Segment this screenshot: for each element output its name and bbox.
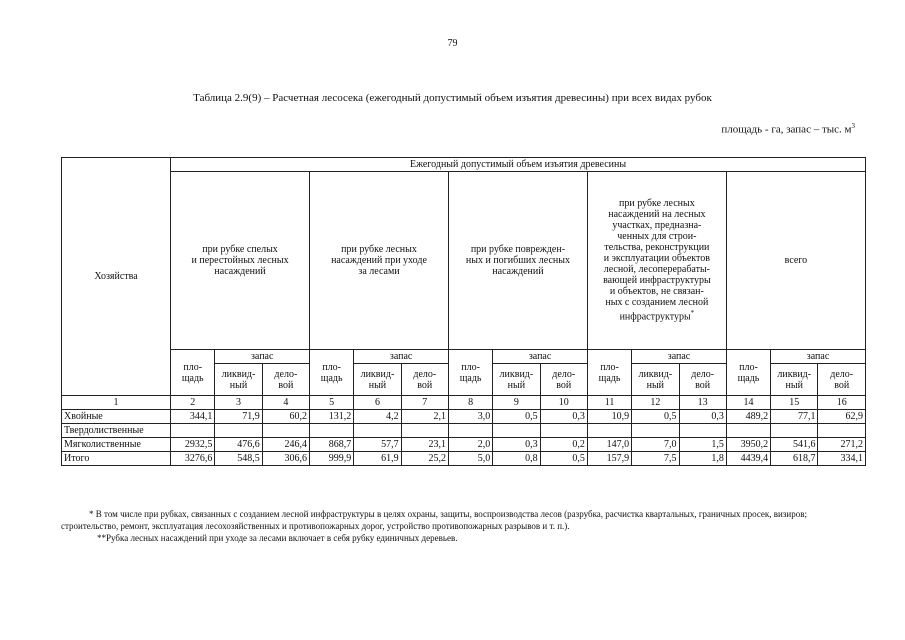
table-cell: 3950,2 xyxy=(726,438,770,452)
table-cell: 2,0 xyxy=(448,438,492,452)
table-cell: 999,9 xyxy=(310,452,354,466)
table-cell: 157,9 xyxy=(587,452,631,466)
table-cell xyxy=(171,424,215,438)
table-cell xyxy=(401,424,448,438)
table-cell: 0,5 xyxy=(493,410,540,424)
column-number: 3 xyxy=(215,396,262,410)
business-header: дело- вой xyxy=(540,364,587,396)
business-header: дело- вой xyxy=(401,364,448,396)
table-cell: 618,7 xyxy=(771,452,818,466)
table-cell xyxy=(448,424,492,438)
category-note-mark: * xyxy=(690,309,695,318)
table-cell: 7,0 xyxy=(632,438,679,452)
table-cell: 147,0 xyxy=(587,438,631,452)
table-cell: 4,2 xyxy=(354,410,401,424)
page-number: 79 xyxy=(447,38,458,49)
table-caption: Таблица 2.9(9) – Расчетная лесосека (ежегодный допустимый объем изъятия древесины) при всех видах рубок xyxy=(193,92,712,104)
table-cell: 62,9 xyxy=(818,410,866,424)
column-number-row xyxy=(62,396,866,410)
column-number: 11 xyxy=(587,396,631,410)
table-cell: 489,2 xyxy=(726,410,770,424)
table-cell xyxy=(771,424,818,438)
table-cell: 306,6 xyxy=(262,452,309,466)
allowable-cut-table xyxy=(61,157,866,466)
table-cell xyxy=(540,424,587,438)
table-cell: 2,1 xyxy=(401,410,448,424)
table-cell: 0,5 xyxy=(540,452,587,466)
category-header-2 xyxy=(310,172,449,350)
table-cell: 0,5 xyxy=(632,410,679,424)
table-row xyxy=(62,452,866,466)
area-header: пло- щадь xyxy=(726,350,770,396)
table-row xyxy=(62,424,866,438)
table-cell xyxy=(726,424,770,438)
column-number: 5 xyxy=(310,396,354,410)
liquid-header: ликвид- ный xyxy=(215,364,262,396)
table-cell: 60,2 xyxy=(262,410,309,424)
business-header: дело- вой xyxy=(679,364,726,396)
table-cell: 271,2 xyxy=(818,438,866,452)
units-sup: 3 xyxy=(851,122,855,130)
category-header-4 xyxy=(587,172,726,350)
category-header-1 xyxy=(171,172,310,350)
footnotes xyxy=(61,508,861,544)
table-cell: 246,4 xyxy=(262,438,309,452)
category-label: при рубке лесных насаждений при уходе за лесами xyxy=(331,244,427,277)
column-number: 13 xyxy=(679,396,726,410)
table-cell xyxy=(818,424,866,438)
table-cell: 10,9 xyxy=(587,410,631,424)
table-cell: 0,3 xyxy=(493,438,540,452)
units-note xyxy=(721,122,855,136)
column-number: 7 xyxy=(401,396,448,410)
stock-header: запас xyxy=(354,350,449,364)
table-cell: 131,2 xyxy=(310,410,354,424)
area-header: пло- щадь xyxy=(171,350,215,396)
table-cell xyxy=(310,424,354,438)
table-cell: 7,5 xyxy=(632,452,679,466)
table-cell: 5,0 xyxy=(448,452,492,466)
business-header: дело- вой xyxy=(818,364,866,396)
table-cell xyxy=(262,424,309,438)
category-header-3 xyxy=(448,172,587,350)
table-cell: 0,3 xyxy=(679,410,726,424)
table-cell xyxy=(587,424,631,438)
table-row xyxy=(62,410,866,424)
footnote-2: **Рубка лесных насаждений при уходе за лесами включает в себя рубку единичных деревьев. xyxy=(97,533,458,543)
table-cell: 71,9 xyxy=(215,410,262,424)
liquid-header: ликвид- ный xyxy=(771,364,818,396)
column-number: 6 xyxy=(354,396,401,410)
group-header: Ежегодный допустимый объем изъятия древесины xyxy=(171,158,866,172)
table-cell xyxy=(632,424,679,438)
area-header: пло- щадь xyxy=(448,350,492,396)
category-label: при рубке лесных насаждений на лесных участках, предназна- ченных для строи- тельства, реконструкции и эксплуатации объектов лесной, лесоперерабаты- вающей инфраструктуры и объектов, не связан- ных с созданием лесной инфраструктуры xyxy=(603,198,711,323)
table-cell: 0,8 xyxy=(493,452,540,466)
business-header: дело- вой xyxy=(262,364,309,396)
area-header: пло- щадь xyxy=(310,350,354,396)
column-number: 8 xyxy=(448,396,492,410)
table-cell: 868,7 xyxy=(310,438,354,452)
column-number: 16 xyxy=(818,396,866,410)
liquid-header: ликвид- ный xyxy=(632,364,679,396)
table-cell: 23,1 xyxy=(401,438,448,452)
table-cell: 1,8 xyxy=(679,452,726,466)
table-cell xyxy=(679,424,726,438)
table-cell: 25,2 xyxy=(401,452,448,466)
units-text: площадь - га, запас – тыс. м xyxy=(721,123,852,136)
column-number: 10 xyxy=(540,396,587,410)
table-cell: 61,9 xyxy=(354,452,401,466)
column-number: 15 xyxy=(771,396,818,410)
table-cell: 0,2 xyxy=(540,438,587,452)
column-number: 4 xyxy=(262,396,309,410)
liquid-header: ликвид- ный xyxy=(493,364,540,396)
column-number: 12 xyxy=(632,396,679,410)
stock-header: запас xyxy=(215,350,310,364)
farm-header: Хозяйства xyxy=(62,158,171,396)
category-label: всего xyxy=(784,255,808,266)
category-label: при рубке спелых и перестойных лесных насаждений xyxy=(191,244,289,277)
footnote-1: * В том числе при рубках, связанных с созданием лесной инфраструктуры в целях охраны, защиты, воспроизводства лесов (разрубка, расчистка квартальных, граничных просек, визиров; строительство, ремонт, эксплуатация лесохозяйственных и противопожарных дорог, устройство противопожарных разрывов и т. п.). xyxy=(61,509,807,531)
stock-header: запас xyxy=(771,350,866,364)
farm-name: Мягколиственные xyxy=(62,438,171,452)
table-cell: 2932,5 xyxy=(171,438,215,452)
farm-name: Хвойные xyxy=(62,410,171,424)
column-number: 1 xyxy=(62,396,171,410)
table-cell: 77,1 xyxy=(771,410,818,424)
liquid-header: ликвид- ный xyxy=(354,364,401,396)
table-cell: 541,6 xyxy=(771,438,818,452)
table-cell: 0,3 xyxy=(540,410,587,424)
farm-name: Итого xyxy=(62,452,171,466)
table-cell: 4439,4 xyxy=(726,452,770,466)
column-number: 9 xyxy=(493,396,540,410)
table-cell: 3,0 xyxy=(448,410,492,424)
stock-header: запас xyxy=(632,350,727,364)
table-cell: 334,1 xyxy=(818,452,866,466)
farm-name: Твердолиственные xyxy=(62,424,171,438)
table-cell: 476,6 xyxy=(215,438,262,452)
table-cell: 344,1 xyxy=(171,410,215,424)
table-cell: 57,7 xyxy=(354,438,401,452)
column-number: 2 xyxy=(171,396,215,410)
stock-header: запас xyxy=(493,350,588,364)
table-cell xyxy=(354,424,401,438)
category-label: при рубке поврежден- ных и погибших лесных насаждений xyxy=(465,244,570,277)
column-number: 14 xyxy=(726,396,770,410)
table-cell: 3276,6 xyxy=(171,452,215,466)
table-cell: 548,5 xyxy=(215,452,262,466)
category-header-5 xyxy=(726,172,865,350)
area-header: пло- щадь xyxy=(587,350,631,396)
table-row xyxy=(62,438,866,452)
table-cell xyxy=(215,424,262,438)
table-cell xyxy=(493,424,540,438)
table-cell: 1,5 xyxy=(679,438,726,452)
